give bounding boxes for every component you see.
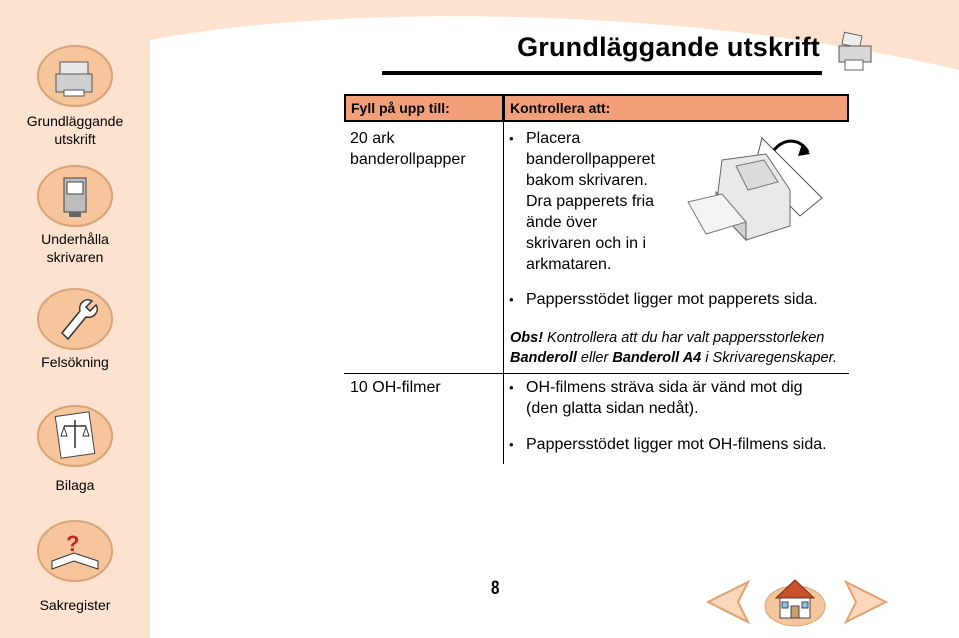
amount-banner-1: 20 ark [350,130,395,147]
note-paragraph [510,328,837,368]
note-label: Obs! [510,330,544,346]
page-number: 8 [491,578,500,599]
row-separator [344,373,849,374]
help-book-icon[interactable] [34,515,116,585]
nav-label-basic-printing-1[interactable]: Grundläggande [26,113,124,129]
printer-icon[interactable] [34,40,116,110]
bullet-line: arkmataren. [526,256,612,273]
header-printer-icon [833,30,877,74]
header-fill-up-to: Fyll på upp till: [344,94,504,122]
bullet-line: ände över [526,214,598,231]
bullet-line: banderollpapperet [526,151,655,168]
nav-label-appendix[interactable]: Bilaga [55,477,95,493]
note-text: Kontrollera att du har valt pappersstorleken [543,330,825,346]
nav-label-maintain-2[interactable]: skrivaren [46,249,104,265]
svg-text:?: ? [66,531,80,556]
nav-label-maintain-1[interactable]: Underhålla [41,231,109,247]
bullet-transparency-guide: • Pappersstödet ligger mot OH-filmens sida. [526,434,827,455]
amount-banner-2: banderollpapper [350,151,466,168]
nav-label-troubleshooting[interactable]: Felsökning [41,354,109,370]
bullet-line: (den glatta sidan nedåt). [526,400,699,417]
column-divider [503,122,504,464]
back-arrow-icon[interactable] [706,580,750,624]
bullet-paper-guide: • Pappersstödet ligger mot papperets sida. [526,289,818,310]
note-end: i Skrivaregenskaper. [701,350,837,366]
printer-illustration [682,130,832,248]
nav-label-index[interactable]: Sakregister [39,597,111,613]
bullet-rough-side [526,377,803,419]
bullet-line: skrivaren och in i [526,235,647,252]
bullet-line: Dra papperets fria [526,193,655,210]
bullet-line: • Placera [526,130,581,147]
note-or: eller [576,350,613,366]
forward-arrow-icon[interactable] [844,580,888,624]
nav-label-basic-printing-2[interactable]: utskrift [54,131,96,147]
header-check-that: Kontrollera att: [503,94,849,122]
page-title: Grundläggande utskrift [517,32,820,62]
amount-transparencies: 10 OH-filmer [350,379,441,396]
cartridge-icon[interactable] [34,160,116,230]
bullet-line: bakom skrivaren. [526,172,648,189]
scales-icon[interactable] [34,400,116,470]
bullet-place-banner [526,128,655,275]
wrench-icon[interactable] [34,283,116,353]
home-icon[interactable] [762,570,828,628]
note-option-banner: Banderoll [510,350,577,366]
title-rule [382,71,822,75]
note-option-banner-a4: Banderoll A4 [612,350,702,366]
bullet-line: • OH-filmens sträva sida är vänd mot dig [526,379,803,396]
